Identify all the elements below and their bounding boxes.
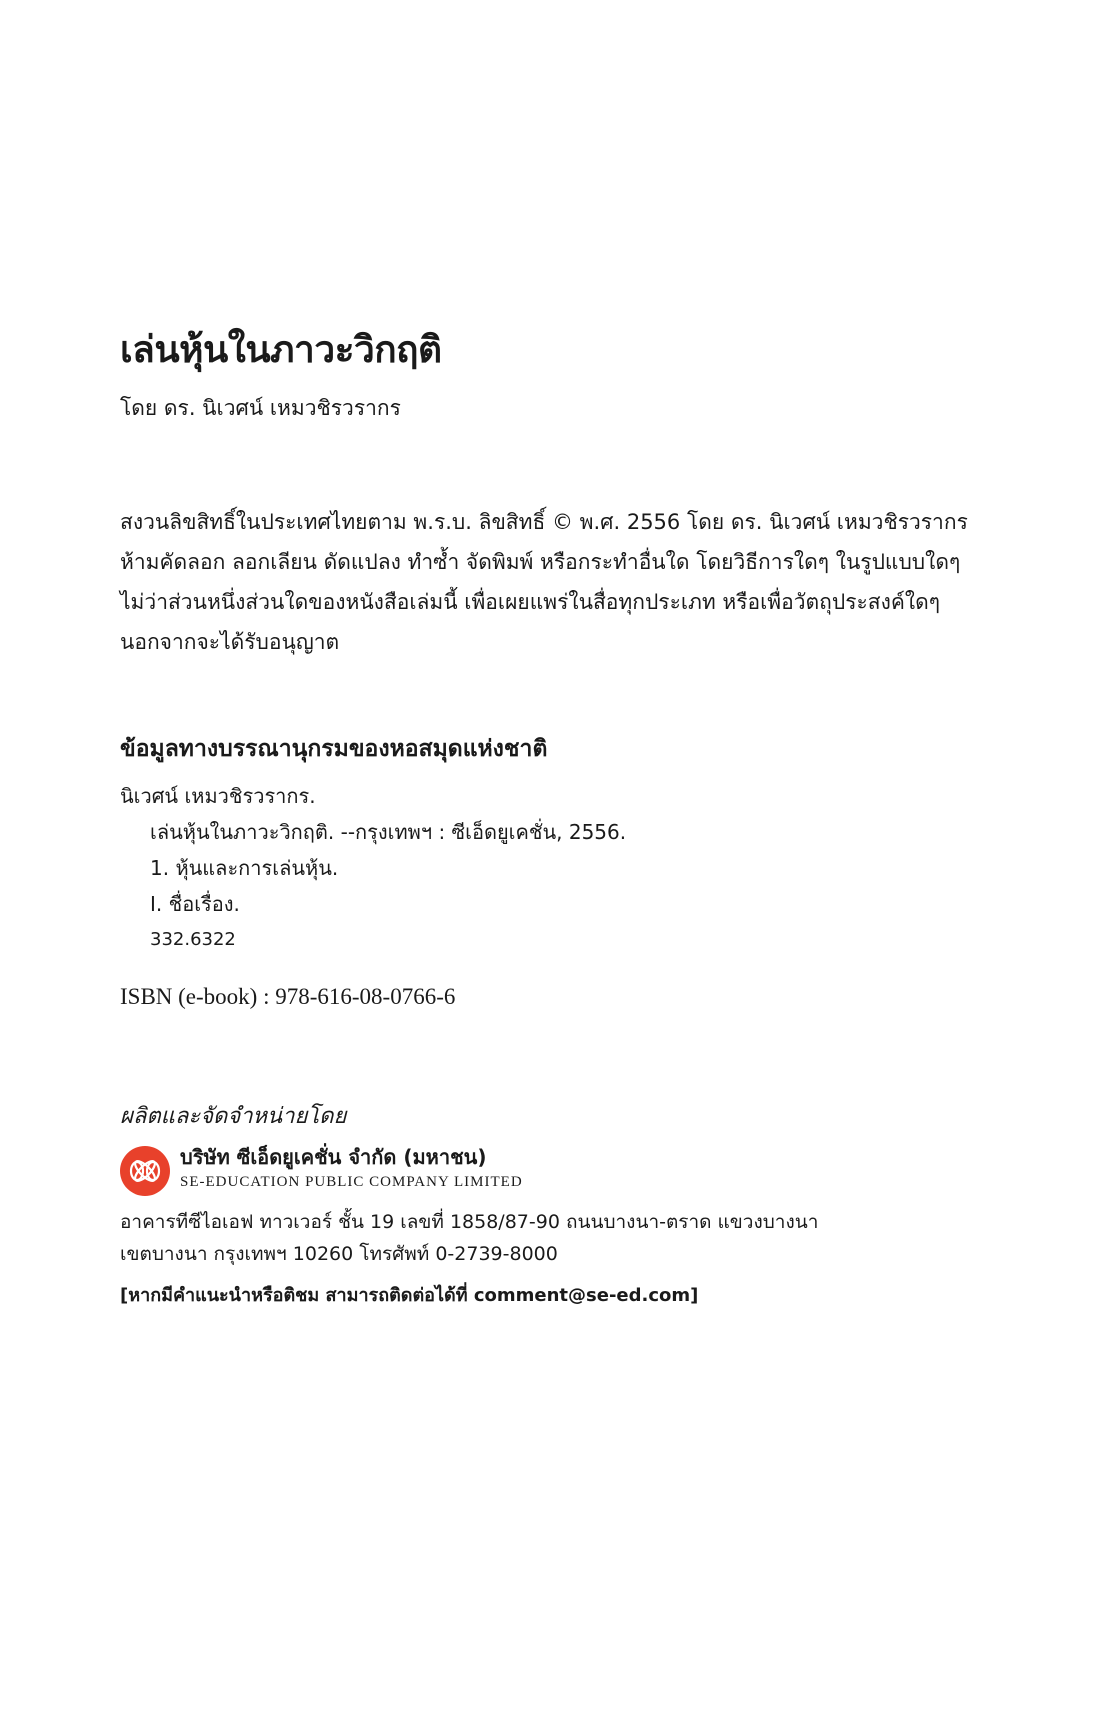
produced-by-label: ผลิตและจัดจำหน่ายโดย [120, 1104, 347, 1129]
publisher-block [120, 1143, 820, 1199]
copyright-notice [120, 502, 990, 662]
address-line: อาคารทีซีไอเอฟ ทาวเวอร์ ชั้น 19 เลขที่ 1858/87-90 ถนนบางนา-ตราด แขวงบางนา [120, 1211, 819, 1233]
catalog-title-entry: เล่นหุ้นในภาวะวิกฤติ. --กรุงเทพฯ : ซีเอ็ดยูเคชั่น, 2556. [150, 820, 627, 844]
comment-contact: [หากมีคำแนะนำหรือติชม สามารถติดต่อได้ที่ comment@se-ed.com] [120, 1285, 699, 1306]
se-ed-logo-icon [120, 1146, 170, 1196]
isbn: ISBN (e-book) : 978-616-08-0766-6 [120, 984, 456, 1009]
catalog-class-number: 332.6322 [150, 929, 236, 950]
catalog-author: นิเวศน์ เหมวชิรวรากร. [120, 784, 316, 808]
catalog-heading: ข้อมูลทางบรรณานุกรมของหอสมุดแห่งชาติ [120, 735, 548, 762]
catalog-subject: 1. หุ้นและการเล่นหุ้น. [150, 856, 339, 880]
address-line: เขตบางนา กรุงเทพฯ 10260 โทรศัพท์ 0-2739-8000 [120, 1243, 558, 1265]
author-line: โดย ดร. นิเวศน์ เหมวชิรวรากร [120, 396, 401, 420]
catalog-title-added: I. ชื่อเรื่อง. [150, 892, 240, 916]
book-title: เล่นหุ้นในภาวะวิกฤติ [120, 328, 442, 371]
copyright-line: ห้ามคัดลอก ลอกเลียน ดัดแปลง ทำซ้ำ จัดพิมพ์ หรือกระทำอื่นใด โดยวิธีการใดๆ ในรูปแบบใดๆ [120, 550, 961, 574]
publisher-name-thai: บริษัท ซีเอ็ดยูเคชั่น จำกัด (มหาชน) [180, 1145, 487, 1169]
catalog-record [120, 778, 626, 958]
copyright-line: สงวนลิขสิทธิ์ในประเทศไทยตาม พ.ร.บ. ลิขสิทธิ์ © พ.ศ. 2556 โดย ดร. นิเวศน์ เหมวชิรวรากร [120, 510, 968, 534]
copyright-line: ไม่ว่าส่วนหนึ่งส่วนใดของหนังสือเล่มนี้ เพื่อเผยแพร่ในสื่อทุกประเภท หรือเพื่อวัตถุประสงค์ใดๆ [120, 590, 941, 614]
publisher-name-english: SE-EDUCATION PUBLIC COMPANY LIMITED [180, 1174, 523, 1190]
copyright-page [120, 0, 990, 1732]
copyright-line: นอกจากจะได้รับอนุญาต [120, 630, 340, 654]
publisher-address [120, 1206, 818, 1270]
